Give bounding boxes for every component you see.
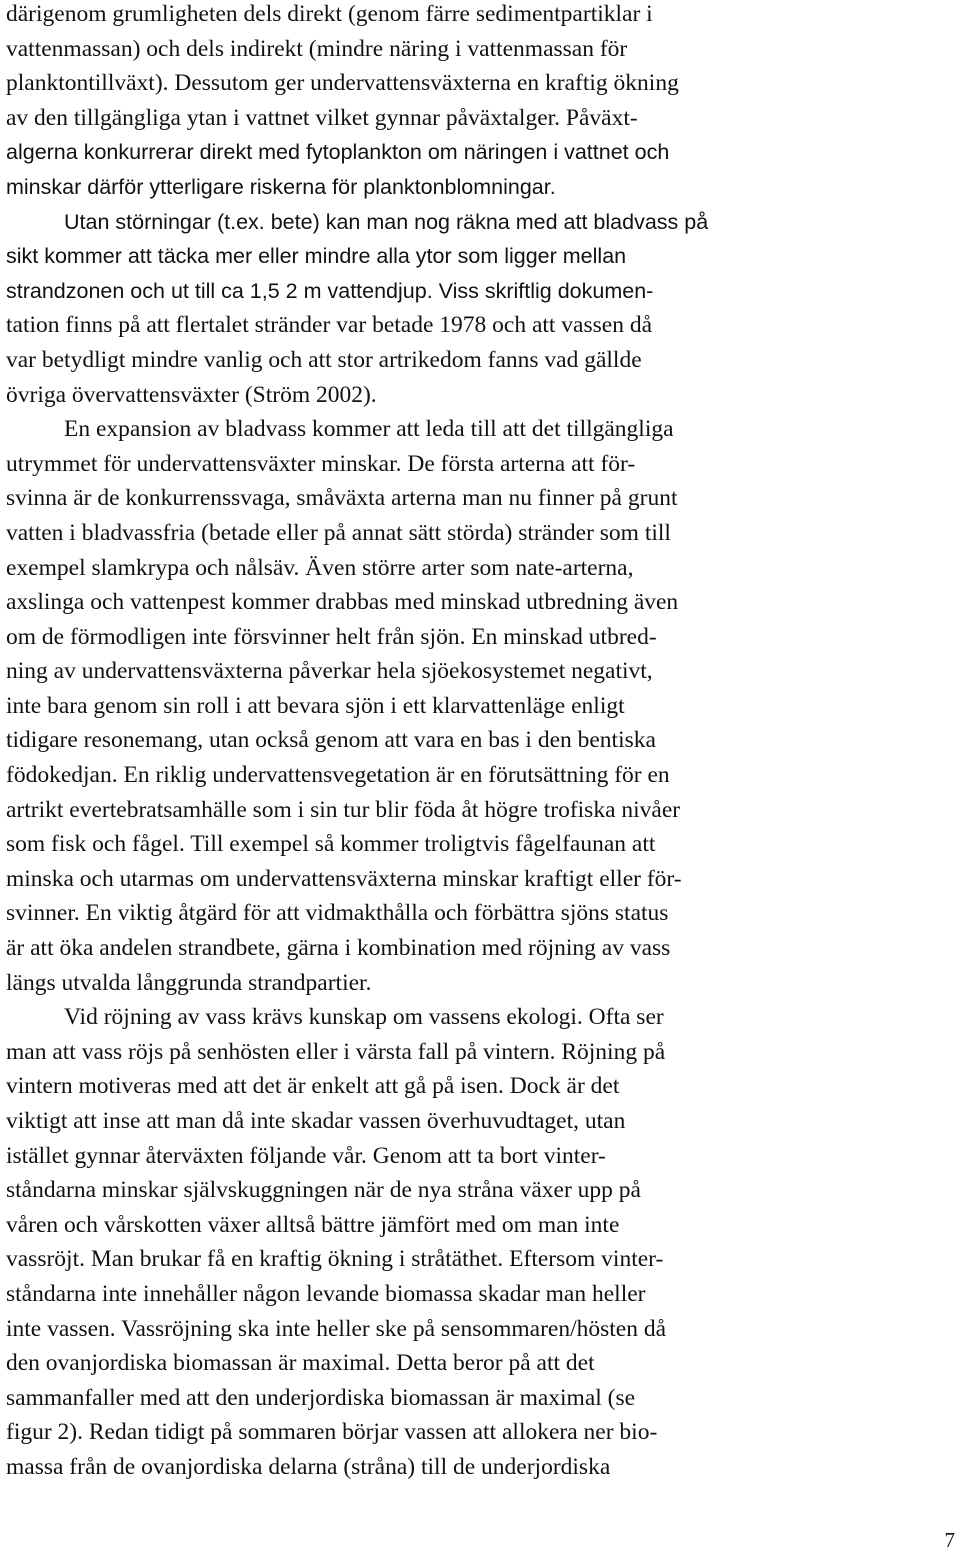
text-line: den ovanjordiska biomassan är maximal. Detta beror på att det — [6, 1350, 595, 1377]
text-line: artrikt evertebratsamhälle som i sin tur blir föda åt högre trofiska nivåer — [6, 796, 681, 823]
text-line: inte bara genom sin roll i att bevara sjön i ett klarvattenläge enligt — [6, 692, 625, 719]
text-line: figur 2). Redan tidigt på sommaren börjar vassen att allokera ner bio- — [6, 1419, 658, 1446]
text-line: axslinga och vattenpest kommer drabbas med minskad utbredning även — [6, 589, 679, 616]
text-line: Vid röjning av vass krävs kunskap om vassens ekologi. Ofta ser — [64, 1004, 664, 1031]
text-line: algerna konkurrerar direkt med fytoplankton om näringen i vattnet och — [6, 140, 670, 165]
text-line: svinner. En viktig åtgärd för att vidmakthålla och förbättra sjöns status — [6, 900, 669, 927]
text-line: inte vassen. Vassröjning ska inte heller ske på sensommaren/hösten då — [6, 1315, 667, 1342]
text-line: massa från de ovanjordiska delarna (stråna) till de underjordiska — [6, 1453, 611, 1480]
text-line: tation finns på att flertalet stränder var betade 1978 och att vassen då — [6, 312, 653, 339]
text-line: vattenmassan) och dels indirekt (mindre näring i vattenmassan för — [6, 35, 628, 62]
text-line: är att öka andelen strandbete, gärna i kombination med röjning av vass — [6, 935, 671, 962]
text-line: därigenom grumligheten dels direkt (genom färre sedimentpartiklar i — [6, 1, 653, 27]
text-line: planktontillväxt). Dessutom ger undervattensväxterna en kraftig ökning — [6, 70, 679, 97]
text-line: ståndarna minskar självskuggningen när de nya stråna växer upp på — [6, 1177, 641, 1204]
text-line: födokedjan. En riklig undervattensvegetation är en förutsättning för en — [6, 762, 670, 789]
text-line: vassröjt. Man brukar få en kraftig ökning i stråtäthet. Eftersom vinter- — [6, 1246, 664, 1273]
text-line: ning av undervattensväxterna påverkar hela sjöekosystemet negativt, — [6, 658, 653, 685]
text-line: utrymmet för undervattensväxter minskar. De första arterna att för- — [6, 450, 636, 477]
text-line: sikt kommer att täcka mer eller mindre alla ytor som ligger mellan — [6, 244, 627, 269]
text-line: svinna är de konkurrenssvaga, småväxta arterna man nu finner på grunt — [6, 485, 678, 512]
text-line: vintern motiveras med att det är enkelt att gå på isen. Dock är det — [6, 1073, 620, 1100]
text-line: minska och utarmas om undervattensväxterna minskar kraftigt eller för- — [6, 865, 682, 892]
text-line: viktigt att inse att man då inte skadar vassen överhuvudtaget, utan — [6, 1108, 626, 1134]
text-line: sammanfaller med att den underjordiska biomassan är maximal (se — [6, 1384, 636, 1411]
text-line: tidigare resonemang, utan också genom att vara en bas i den bentiska — [6, 727, 656, 754]
text-line: minskar därför ytterligare riskerna för planktonblomningar. — [6, 174, 556, 199]
text-line: ståndarna inte innehåller någon levande biomassa skadar man heller — [6, 1280, 646, 1307]
text-line: En expansion av bladvass kommer att leda till att det tillgängliga — [64, 416, 674, 443]
text-line: som fisk och fågel. Till exempel så kommer troligtvis fågelfaunan att — [6, 831, 656, 858]
text-line: Utan störningar (t.ex. bete) kan man nog räkna med att bladvass på — [64, 209, 709, 234]
text-line: man att vass röjs på senhösten eller i värsta fall på vintern. Röjning på — [6, 1038, 666, 1065]
text-line: istället gynnar återväxten följande vår. Genom att ta bort vinter- — [6, 1142, 606, 1169]
text-line: våren och vårskotten växer alltså bättre jämfört med om man inte — [6, 1211, 620, 1238]
text-line: av den tillgängliga ytan i vattnet vilket gynnar påväxtalger. Påväxt- — [6, 104, 638, 131]
text-line: vatten i bladvassfria (betade eller på annat sätt störda) stränder som till — [6, 519, 671, 546]
page-number: 7 — [944, 1528, 955, 1552]
text-line: strandzonen och ut till ca 1,5 2 m vattendjup. Viss skriftlig dokumen- — [6, 278, 654, 303]
text-line: om de förmodligen inte försvinner helt från sjön. En minskad utbred- — [6, 623, 657, 650]
text-line: övriga övervattensväxter (Ström 2002). — [6, 381, 377, 408]
text-line: exempel slamkrypa och nålsäv. Även större arter som nate-arterna, — [6, 554, 634, 581]
text-line: längs utvalda långgrunda strandpartier. — [6, 969, 372, 996]
body-text — [6, 0, 876, 1485]
text-line: var betydligt mindre vanlig och att stor artrikedom fanns vad gällde — [6, 346, 642, 373]
